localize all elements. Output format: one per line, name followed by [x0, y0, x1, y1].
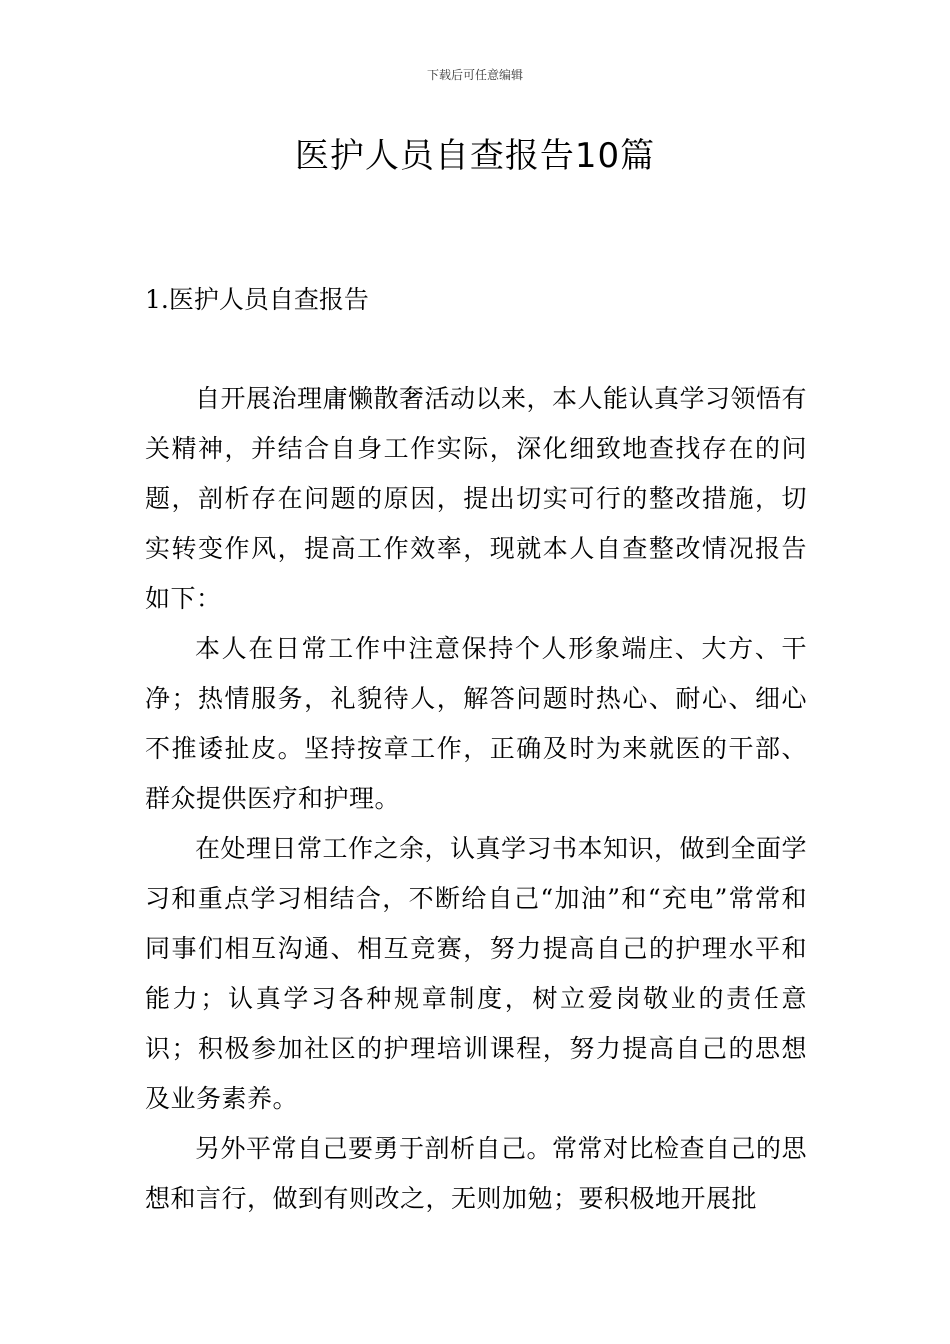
paragraph: 另外平常自己要勇于剖析自己。常常对比检查自己的思想和言行，做到有则改之，无则加勉；要积极地开展批 — [145, 1134, 808, 1213]
document-body — [145, 374, 807, 1224]
paragraph: 在处理日常工作之余，认真学习书本知识，做到全面学习和重点学习相结合，不断给自己“加油”和“充电”常常和同事们相互沟通、相互竞赛，努力提高自己的护理水平和能力；认真学习各种规章制度，树立爱岗敬业的责任意识；积极参加社区的护理培训课程，努力提高自己的思想及业务素养。 — [145, 834, 808, 1113]
paragraph: 本人在日常工作中注意保持个人形象端庄、大方、干净；热情服务，礼貌待人，解答问题时热心、耐心、细心不推诿扯皮。坚持按章工作，正确及时为来就医的干部、群众提供医疗和护理。 — [145, 634, 807, 813]
document-title: 医护人员自查报告10篇 — [294, 136, 656, 176]
header-note: 下载后可任意编辑 — [426, 68, 523, 82]
paragraph: 自开展治理庸懒散奢活动以来，本人能认真学习领悟有关精神，并结合自身工作实际，深化细致地查找存在的问题，剖析存在问题的原因，提出切实可行的整改措施，切实转变作风，提高工作效率，现就本人自查整改情况报告如下： — [145, 384, 808, 613]
section-heading: 1.医护人员自查报告 — [145, 285, 369, 314]
